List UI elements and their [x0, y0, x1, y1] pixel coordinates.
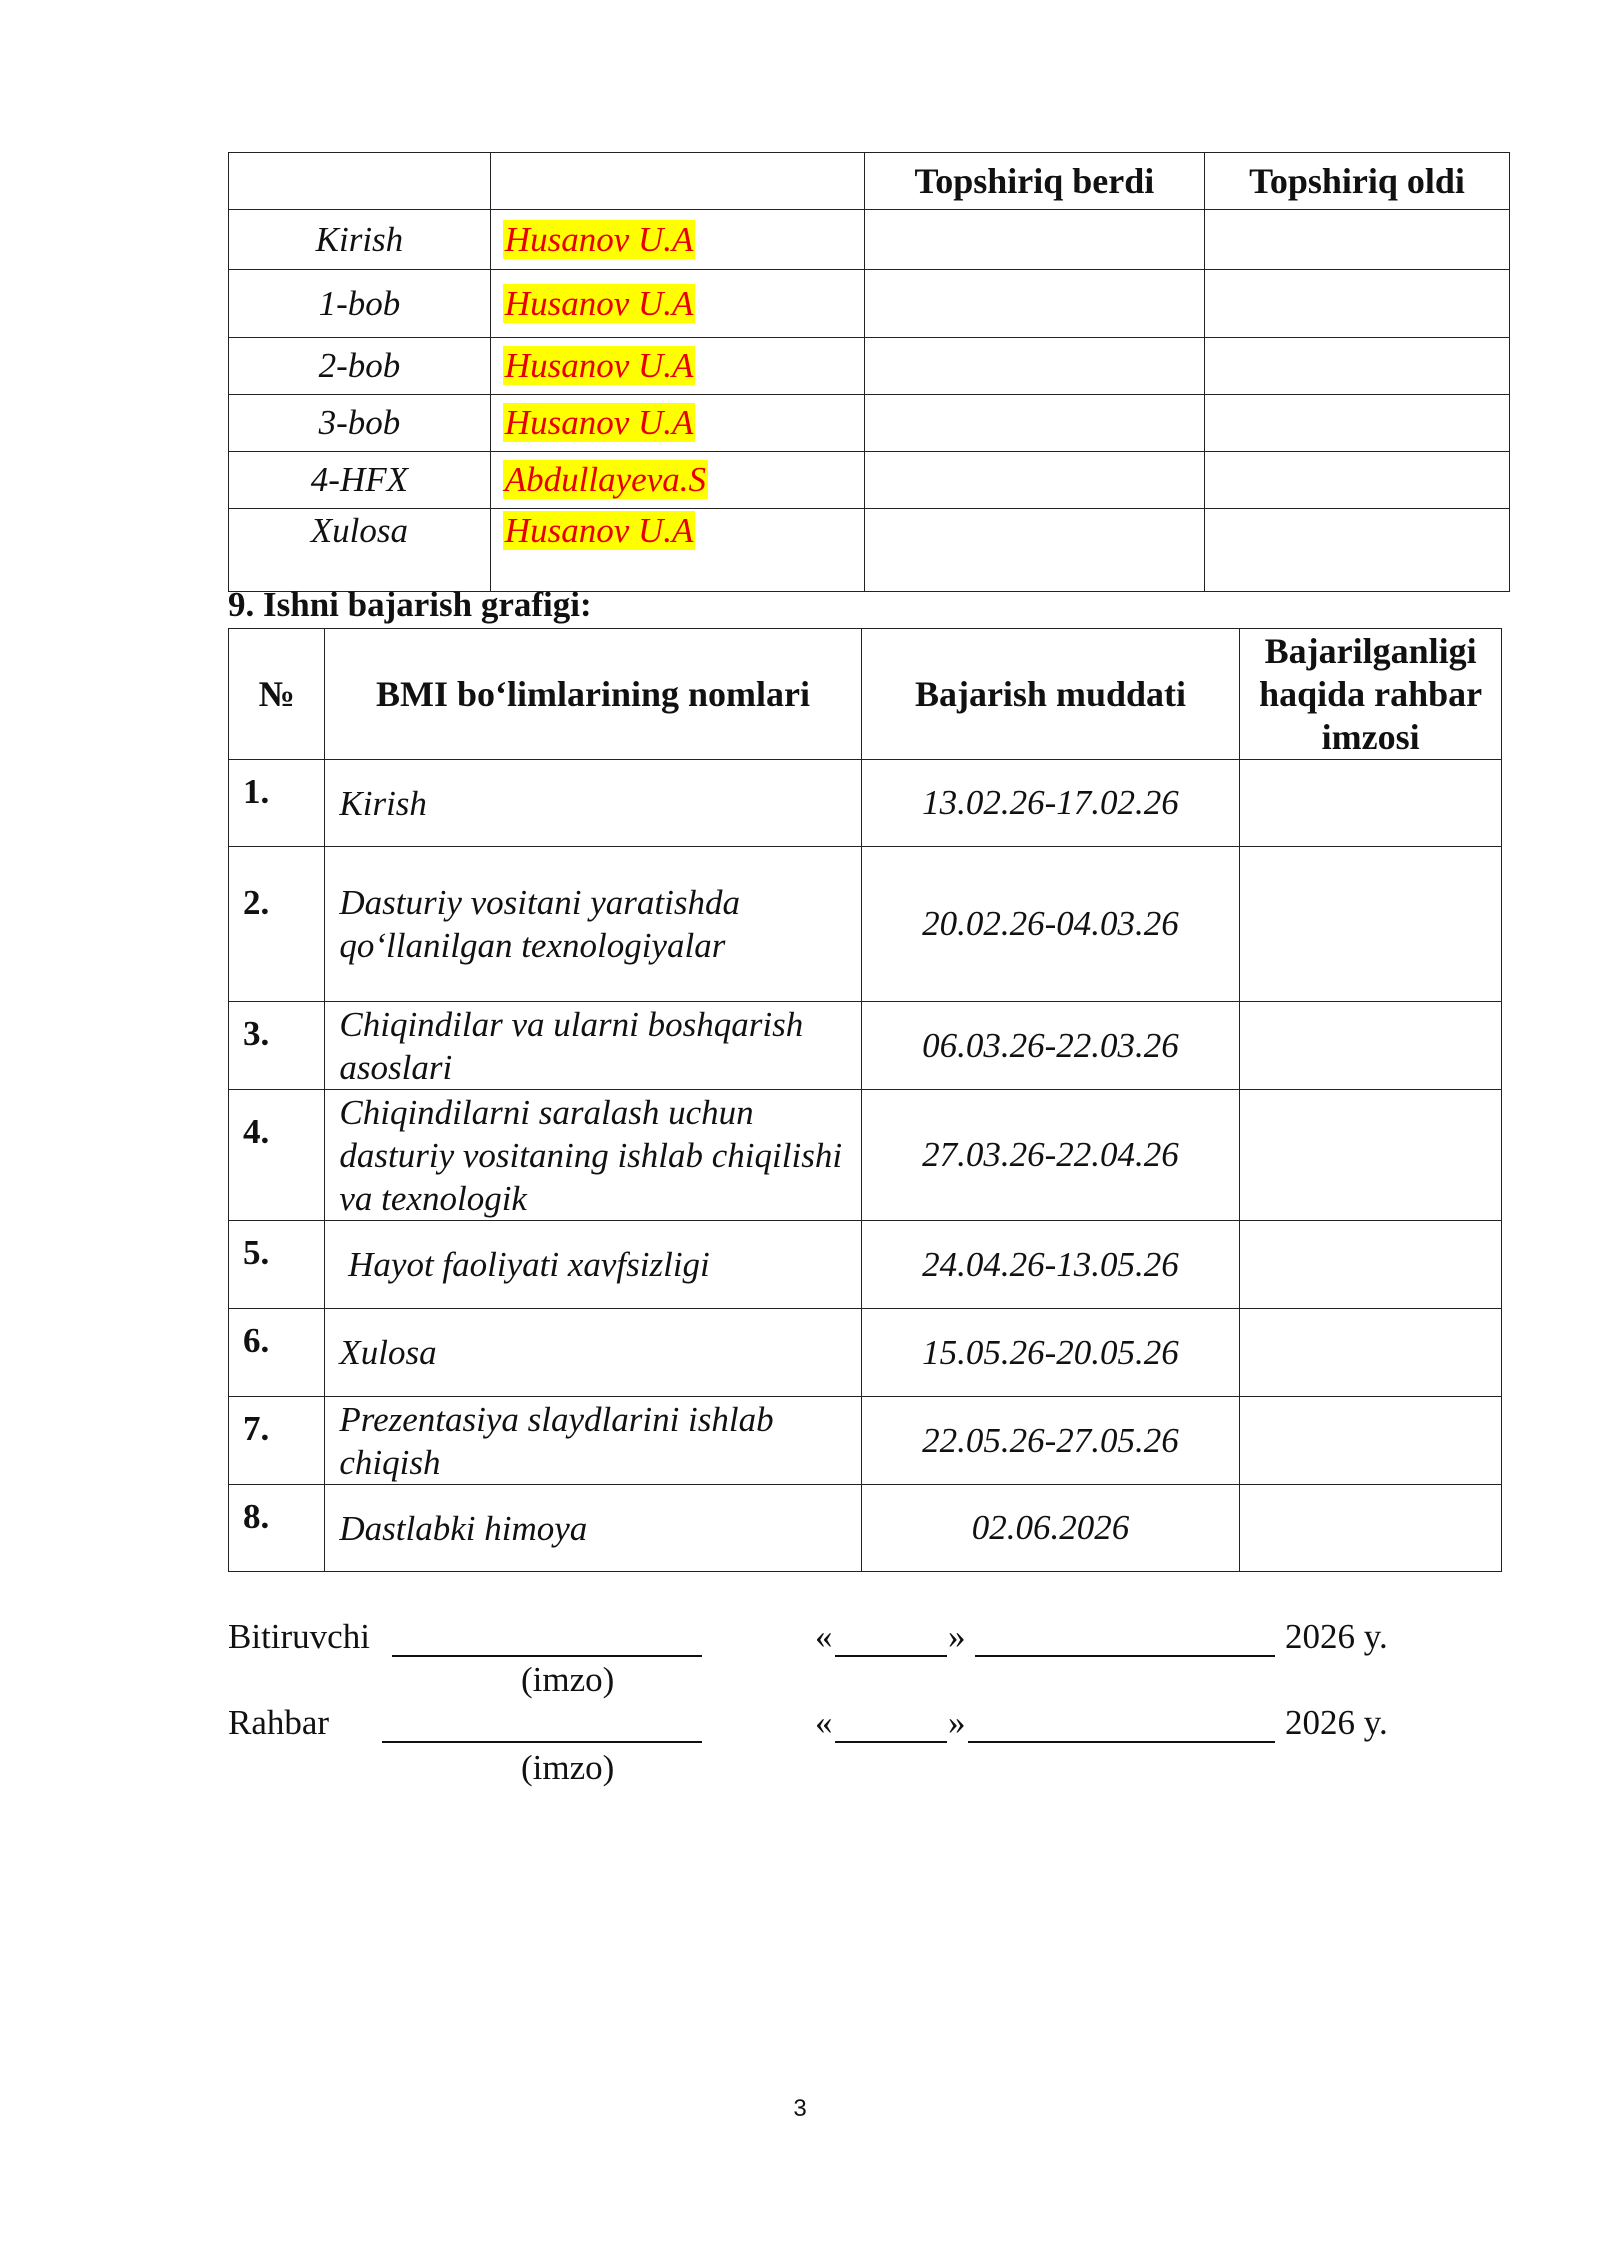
schedule-row	[229, 760, 1502, 847]
schedule-header-title: BMI bo‘limlarining nomlari	[325, 629, 861, 760]
schedule-row-signature	[1240, 760, 1502, 847]
graduate-label: Bitiruvchi	[228, 1617, 370, 1656]
assignment-name-cell	[490, 338, 864, 395]
assignment-name-cell	[490, 395, 864, 452]
assignment-header-row	[229, 153, 1510, 210]
assignment-part: 2-bob	[229, 338, 491, 395]
schedule-row-title: Dasturiy vositani yaratishda qo‘llanilgan texnologiyalar	[325, 847, 861, 1002]
assignment-received-cell	[1205, 270, 1510, 338]
graduate-year: 2026 y.	[1285, 1617, 1388, 1656]
assignment-part: 1-bob	[229, 270, 491, 338]
graduate-signature-line	[392, 1655, 702, 1657]
assignment-given-cell	[864, 210, 1204, 270]
assignment-name-cell	[490, 210, 864, 270]
supervisor-signature-line	[382, 1741, 702, 1743]
schedule-row-no: 1.	[229, 760, 325, 847]
schedule-row-deadline: 15.05.26-20.05.26	[861, 1309, 1240, 1397]
schedule-row-deadline: 02.06.2026	[861, 1485, 1240, 1572]
schedule-row-no: 6.	[229, 1309, 325, 1397]
schedule-row	[229, 1090, 1502, 1221]
schedule-row-deadline: 20.02.26-04.03.26	[861, 847, 1240, 1002]
assignment-given-cell	[864, 452, 1204, 509]
schedule-row-title: Chiqindilar va ularni boshqarish asoslari	[325, 1002, 861, 1090]
schedule-row	[229, 1397, 1502, 1485]
schedule-row-signature	[1240, 1221, 1502, 1309]
graduate-month-line	[975, 1655, 1275, 1657]
supervisor-day-line	[835, 1741, 947, 1743]
supervisor-imzo-caption: (imzo)	[521, 1748, 615, 1787]
assignment-given-cell	[864, 509, 1204, 592]
supervisor-open-quote: «	[815, 1703, 833, 1742]
schedule-row-signature	[1240, 1090, 1502, 1221]
assignment-name: Husanov U.A	[504, 283, 694, 323]
supervisor-label: Rahbar	[228, 1703, 330, 1742]
schedule-row	[229, 1221, 1502, 1309]
assignment-header-part	[229, 153, 491, 210]
assignment-part: 4-HFX	[229, 452, 491, 509]
assignment-name: Husanov U.A	[504, 346, 694, 385]
schedule-row-signature	[1240, 1397, 1502, 1485]
assignment-name: Husanov U.A	[504, 219, 694, 259]
supervisor-year: 2026 y.	[1285, 1703, 1388, 1742]
schedule-row-no: 8.	[229, 1485, 325, 1572]
assignment-received-cell	[1205, 509, 1510, 592]
schedule-row-no: 3.	[229, 1002, 325, 1090]
schedule-row-title: Dastlabki himoya	[325, 1485, 861, 1572]
assignment-row	[229, 210, 1510, 270]
assignment-header-name	[490, 153, 864, 210]
page-number: 3	[793, 2095, 807, 2122]
assignment-name-cell	[490, 452, 864, 509]
assignment-part: Kirish	[229, 210, 491, 270]
assignment-row	[229, 270, 1510, 338]
schedule-row-signature	[1240, 1002, 1502, 1090]
schedule-row-title: Xulosa	[325, 1309, 861, 1397]
schedule-row-deadline: 06.03.26-22.03.26	[861, 1002, 1240, 1090]
graduate-close-quote: »	[948, 1617, 966, 1656]
assignment-received-cell	[1205, 395, 1510, 452]
assignment-row	[229, 509, 1510, 592]
assignment-received-cell	[1205, 210, 1510, 270]
schedule-row-no: 7.	[229, 1397, 325, 1485]
schedule-row-title: Hayot faoliyati xavfsizligi	[325, 1221, 861, 1309]
schedule-row-title: Chiqindilarni saralash uchun dasturiy vositaning ishlab chiqilishi va texnologik	[325, 1090, 861, 1221]
assignment-name: Abdullayeva.S	[504, 460, 706, 499]
assignment-row	[229, 452, 1510, 509]
schedule-row-title: Kirish	[325, 760, 861, 847]
schedule-header-signature: Bajarilganligi haqida rahbar imzosi	[1240, 629, 1502, 760]
schedule-row-deadline: 24.04.26-13.05.26	[861, 1221, 1240, 1309]
assignment-name-cell	[490, 509, 864, 592]
assignment-name: Husanov U.A	[504, 403, 694, 442]
assignment-row	[229, 338, 1510, 395]
schedule-row-no: 5.	[229, 1221, 325, 1309]
assignment-received-cell	[1205, 452, 1510, 509]
schedule-row-title: Prezentasiya slaydlarini ishlab chiqish	[325, 1397, 861, 1485]
assignment-name-cell	[490, 270, 864, 338]
schedule-row-no: 2.	[229, 847, 325, 1002]
schedule-section-title: 9. Ishni bajarish grafigi:	[228, 585, 592, 624]
assignment-name: Husanov U.A	[504, 511, 694, 550]
supervisor-close-quote: »	[948, 1703, 966, 1742]
schedule-table	[228, 628, 1502, 1572]
schedule-row	[229, 847, 1502, 1002]
supervisor-month-line	[968, 1741, 1275, 1743]
graduate-open-quote: «	[815, 1617, 833, 1656]
schedule-row-signature	[1240, 847, 1502, 1002]
schedule-row-deadline: 27.03.26-22.04.26	[861, 1090, 1240, 1221]
schedule-row-deadline: 13.02.26-17.02.26	[861, 760, 1240, 847]
schedule-row-signature	[1240, 1485, 1502, 1572]
assignment-header-received: Topshiriq oldi	[1205, 153, 1510, 210]
assignment-header-given: Topshiriq berdi	[864, 153, 1204, 210]
assignment-part: Xulosa	[229, 509, 491, 592]
assignment-part: 3-bob	[229, 395, 491, 452]
schedule-header-deadline: Bajarish muddati	[861, 629, 1240, 760]
schedule-row	[229, 1002, 1502, 1090]
schedule-header-row	[229, 629, 1502, 760]
assignment-given-cell	[864, 338, 1204, 395]
schedule-row-signature	[1240, 1309, 1502, 1397]
schedule-row-no: 4.	[229, 1090, 325, 1221]
assignment-row	[229, 395, 1510, 452]
schedule-row	[229, 1309, 1502, 1397]
assignment-received-cell	[1205, 338, 1510, 395]
graduate-day-line	[835, 1655, 947, 1657]
schedule-row-deadline: 22.05.26-27.05.26	[861, 1397, 1240, 1485]
schedule-row	[229, 1485, 1502, 1572]
assignment-given-cell	[864, 395, 1204, 452]
graduate-imzo-caption: (imzo)	[521, 1660, 615, 1699]
schedule-header-no: №	[229, 629, 325, 760]
assignment-table	[228, 152, 1510, 592]
assignment-given-cell	[864, 270, 1204, 338]
